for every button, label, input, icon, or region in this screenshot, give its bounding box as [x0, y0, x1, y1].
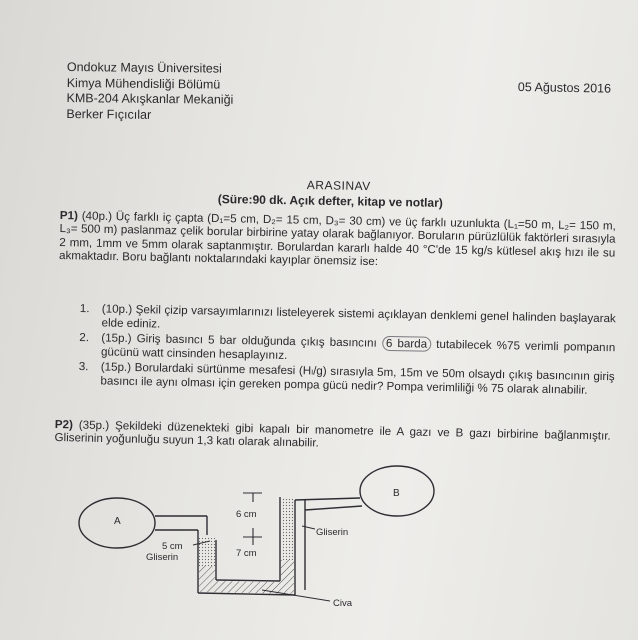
item-number: 1. — [79, 302, 90, 316]
exam-date: 05 Ağustos 2016 — [517, 80, 612, 96]
university-name: Ondokuz Mayıs Üniversitesi — [66, 60, 222, 76]
problem-2-label: P2) — [54, 418, 74, 432]
course-name: KMB-204 Akışkanlar Mekaniği — [66, 90, 234, 107]
department-name: Kimya Mühendisliği Bölümü — [66, 75, 221, 92]
problem-2-text: (35p.) Şekildeki düzenekteki gibi kapalı bir manometre ile A gazı ve B gazı birbirine bağlanmıştır. Gliserinin yoğunluğu suyun 1,3 katı olarak alınabilir. — [54, 418, 611, 450]
problem-1-text: (40p.) Üç farklı iç çapta (D₁=5 cm, D₂= 15 cm, D₃= 30 cm) ve üç farklı uzunlukta (L₁=50 m, L₂= 150 m, L₃= 500 m) paslanmaz çelik borular birbirine yatay olarak bağlanıyor. Boruların pürüzlülük faktörleri sırasıyla 2 mm, 1mm ve 5mm olarak saptanmıştır. Borulardan kararlı halde 40 °C'de 15 kg/s kütlesel akış hızı ile su akmaktadır. Boru bağlantı noktalarındaki kayıplar önemsiz ise: — [58, 209, 616, 269]
item-text-pre: (15p.) Giriş basıncı 5 bar olduğunda çıkış basıncını — [101, 331, 383, 350]
label-mercury: Civa — [333, 598, 353, 609]
item-text: (10p.) Şekil çizip varsayımlarınızı listeleyerek sistemi açıklayan denklemi genel halinden başlayarak elde ediniz. — [101, 302, 616, 331]
instructor-name: Berker Fıçıcılar — [66, 106, 152, 122]
exam-title: ARASINAV — [306, 178, 371, 194]
dimension-5cm: 5 cm — [162, 541, 183, 552]
label-gas-a: A — [114, 516, 121, 527]
label-gas-b: B — [393, 488, 400, 499]
dimension-7cm: 7 cm — [236, 548, 257, 559]
glycerin-left — [199, 536, 215, 566]
item-text-post: tutabilecek %75 verimli pompanın gücünü watt cinsinden hesaplayınız. — [100, 337, 616, 362]
label-glycerin-right: Gliserin — [316, 527, 349, 538]
label-glycerin-left: Gliserin — [146, 552, 179, 563]
problem-1-label: P1) — [59, 209, 79, 223]
item-number: 2. — [79, 331, 90, 345]
circled-annotation: 6 barda — [382, 336, 431, 352]
glycerin-right — [281, 497, 294, 560]
item-text: (15p.) Borulardaki sürtünme mesafesi (Hₗ/g) sırasıyla 5m, 15m ve 50m olsaydı çıkış basıncının giriş basıncı ile aynı olması için gereken pompa gücü nedir? Pompa verimliliği % 75 olarak alınabilir. — [100, 360, 615, 397]
dimension-6cm: 6 cm — [236, 509, 257, 520]
exam-subtitle: (Süre:90 dk. Açık defter, kitap ve notlar) — [217, 192, 443, 210]
item-number: 3. — [78, 360, 89, 374]
